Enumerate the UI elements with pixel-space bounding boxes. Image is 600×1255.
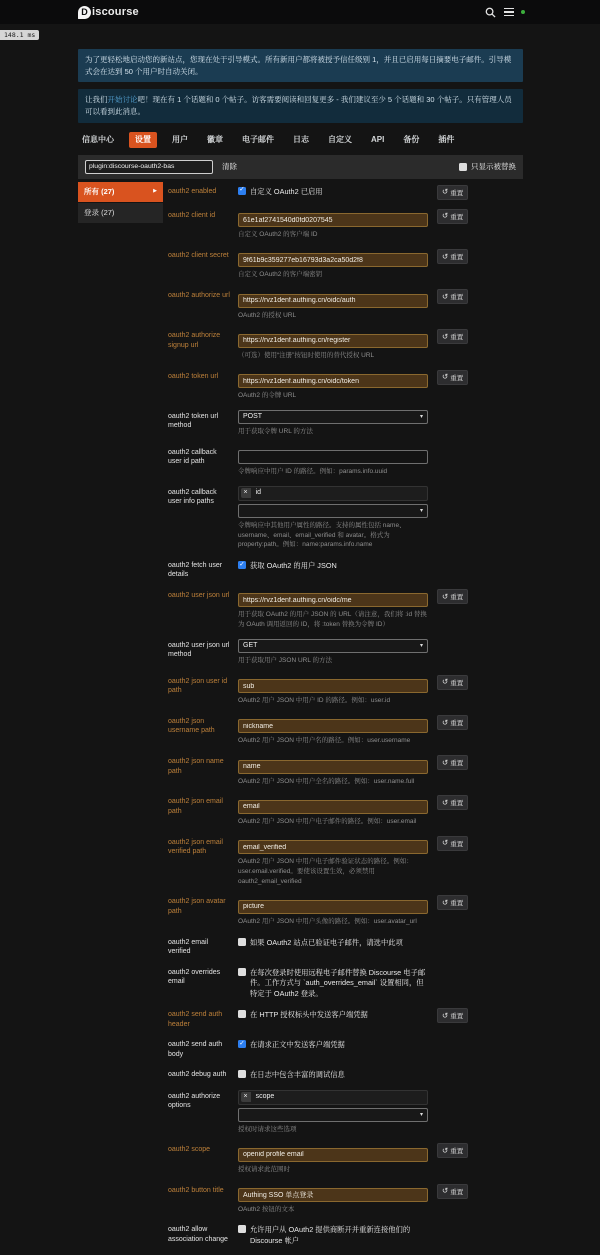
setting-row-oauth2-json-email-path [168, 795, 523, 826]
undo-icon: ↺ [442, 899, 448, 907]
setting-select-oauth2-user-json-url-method[interactable] [238, 639, 428, 653]
setting-label: oauth2 fetch user details [168, 559, 232, 580]
setting-control [238, 589, 428, 630]
setting-row-oauth2-callback-user-id-path [168, 446, 523, 477]
setting-row-oauth2-json-user-id-path [168, 675, 523, 706]
setting-label: oauth2 debug auth [168, 1068, 232, 1079]
reset-label: 重置 [450, 188, 463, 197]
chevron-down-icon: ▾ [420, 413, 423, 420]
setting-control [238, 410, 428, 437]
reset-label: 重置 [450, 1011, 463, 1020]
setting-input-oauth2-client-secret[interactable] [238, 253, 428, 267]
setting-row-oauth2-json-username-path [168, 715, 523, 746]
reset-label: 重置 [450, 292, 463, 301]
setting-label: oauth2 callback user info paths [168, 486, 232, 507]
undo-icon: ↺ [442, 839, 448, 847]
checkbox-row-oauth2-fetch-user-details[interactable] [238, 559, 428, 572]
reset-button-oauth2-authorize-signup-url[interactable] [437, 329, 468, 344]
setting-row-oauth2-json-name-path [168, 755, 523, 786]
setting-control [238, 1008, 428, 1021]
reset-button-oauth2-json-username-path[interactable] [437, 715, 468, 730]
setting-label: oauth2 json username path [168, 715, 232, 736]
setting-row-oauth2-authorize-options [168, 1090, 523, 1135]
setting-select-oauth2-authorize-options[interactable] [238, 1108, 428, 1122]
setting-input-oauth2-callback-user-id-path[interactable] [238, 450, 428, 464]
setting-control [238, 966, 428, 1000]
setting-control [238, 1038, 428, 1051]
setting-desc: OAuth2 用户 JSON 中用户 ID 的路径。例如：user.id [238, 696, 428, 706]
setting-control [238, 1184, 428, 1215]
tab--[interactable]: 信息中心 [78, 132, 118, 148]
setting-label: oauth2 overrides email [168, 966, 232, 987]
checkbox-oauth2-debug-auth[interactable] [238, 1070, 246, 1078]
undo-icon: ↺ [442, 759, 448, 767]
setting-control [238, 755, 428, 786]
tab--[interactable]: 徽章 [203, 132, 227, 148]
checkbox-row-oauth2-send-auth-header[interactable] [238, 1008, 428, 1021]
setting-row-oauth2-enabled [168, 185, 523, 200]
only-overridden-toggle[interactable] [459, 161, 516, 172]
reset-button-oauth2-button-title[interactable] [437, 1184, 468, 1199]
select-value: POST [243, 413, 262, 420]
checkbox-oauth2-send-auth-header[interactable] [238, 1010, 246, 1018]
setting-control [238, 836, 428, 887]
checkbox-label: 在请求正文中发送客户端凭据 [250, 1040, 345, 1051]
setting-desc: 令牌响应中其他用户属性的路径。支持的属性包括 name、username、email、email_verified 和 avatar。格式为 property:path。例如：name:params.info.name [238, 521, 428, 550]
setting-label: oauth2 user json url method [168, 639, 232, 660]
setting-control [238, 1068, 428, 1081]
chevron-down-icon: ▾ [420, 507, 423, 514]
setting-row-oauth2-client-secret [168, 249, 523, 280]
reset-label: 重置 [450, 1146, 463, 1155]
setting-label: oauth2 client secret [168, 249, 232, 260]
setting-control [238, 1223, 428, 1246]
tab--[interactable]: 电子邮件 [238, 132, 278, 148]
setting-label: oauth2 json avatar path [168, 895, 232, 916]
reset-button-oauth2-scope[interactable] [437, 1143, 468, 1158]
tab--[interactable]: 设置 [129, 132, 157, 148]
checkbox-label: 允许用户从 OAuth2 提供商断开并重新连接他们的 Discourse 帐户 [250, 1225, 428, 1246]
setting-select-oauth2-callback-user-info-paths[interactable] [238, 504, 428, 518]
top-header [0, 0, 600, 24]
setting-select-oauth2-token-url-method[interactable] [238, 410, 428, 424]
discourse-logo-text: iscourse [92, 6, 139, 18]
setting-input-oauth2-json-avatar-path[interactable] [238, 900, 428, 914]
setting-label: oauth2 enabled [168, 185, 232, 196]
reset-label: 重置 [450, 798, 463, 807]
setting-label: oauth2 client id [168, 209, 232, 220]
checkbox-row-oauth2-overrides-email[interactable] [238, 966, 428, 1000]
checkbox-oauth2-allow-association-change[interactable] [238, 1225, 246, 1233]
reset-label: 重置 [450, 898, 463, 907]
undo-icon: ↺ [442, 293, 448, 301]
checkbox-row-oauth2-send-auth-body[interactable] [238, 1038, 428, 1051]
reset-label: 重置 [450, 592, 463, 601]
checkbox-label: 在 HTTP 授权标头中发送客户端凭据 [250, 1010, 368, 1021]
setting-input-oauth2-json-name-path[interactable] [238, 760, 428, 774]
checkbox-oauth2-email-verified[interactable] [238, 938, 246, 946]
setting-row-oauth2-allow-association-change [168, 1223, 523, 1246]
checkbox-oauth2-enabled[interactable]: ✓ [238, 187, 246, 195]
discourse-logo[interactable] [78, 6, 139, 19]
sidebar-item--27-[interactable] [78, 203, 163, 224]
setting-input-oauth2-json-user-id-path[interactable] [238, 679, 428, 693]
setting-label: oauth2 callback user id path [168, 446, 232, 467]
start-discussion-banner [78, 89, 523, 122]
setting-label: oauth2 allow association change [168, 1223, 232, 1244]
tag-label: scope [251, 1092, 280, 1102]
undo-icon: ↺ [442, 253, 448, 261]
setting-row-oauth2-authorize-signup-url [168, 329, 523, 360]
undo-icon: ↺ [442, 1187, 448, 1195]
setting-control [238, 936, 428, 949]
tab--[interactable]: 用户 [168, 132, 192, 148]
checkbox-oauth2-overrides-email[interactable] [238, 968, 246, 976]
reset-button-oauth2-user-json-url[interactable] [437, 589, 468, 604]
setting-row-oauth2-send-auth-header [168, 1008, 523, 1029]
setting-desc: OAuth2 用户 JSON 中用户电子邮件验证状态的路径。例如：user.email.verified。要使该设置生效，必须禁用 oauth2_email_verified [238, 857, 428, 886]
reset-button-oauth2-json-user-id-path[interactable] [437, 675, 468, 690]
tab--[interactable]: 自定义 [324, 132, 356, 148]
sidebar-item-label: 所有 (27) [84, 186, 114, 197]
checkbox-label: 在日志中包含丰富的调试信息 [250, 1070, 345, 1081]
setting-input-oauth2-authorize-signup-url[interactable] [238, 334, 428, 348]
setting-control [238, 1143, 428, 1174]
setting-input-oauth2-scope[interactable] [238, 1148, 428, 1162]
undo-icon: ↺ [442, 188, 448, 196]
setting-input-oauth2-authorize-url[interactable] [238, 294, 428, 308]
undo-icon: ↺ [442, 1012, 448, 1020]
setting-desc: 自定义 OAuth2 的客户端密钥 [238, 270, 428, 280]
setting-desc: OAuth2 用户 JSON 中用户全名的路径。例如：user.name.full [238, 777, 428, 787]
checkbox-oauth2-send-auth-body[interactable]: ✓ [238, 1040, 246, 1048]
setting-label: oauth2 button title [168, 1184, 232, 1195]
setting-label: oauth2 send auth header [168, 1008, 232, 1029]
setting-label: oauth2 authorize signup url [168, 329, 232, 350]
undo-icon: ↺ [442, 333, 448, 341]
setting-row-oauth2-authorize-url [168, 289, 523, 320]
setting-row-oauth2-overrides-email [168, 966, 523, 1000]
notification-dot [520, 9, 526, 15]
setting-desc: 用于获取用户 JSON URL 的方法 [238, 656, 428, 666]
setting-row-oauth2-send-auth-body [168, 1038, 523, 1059]
search-icon[interactable] [485, 7, 496, 18]
setting-label: oauth2 scope [168, 1143, 232, 1154]
setting-input-oauth2-client-id[interactable] [238, 213, 428, 227]
setting-input-oauth2-user-json-url[interactable] [238, 593, 428, 607]
reset-label: 重置 [450, 1187, 463, 1196]
setting-row-oauth2-scope [168, 1143, 523, 1174]
reset-label: 重置 [450, 252, 463, 261]
reset-button-oauth2-json-name-path[interactable] [437, 755, 468, 770]
setting-input-oauth2-token-url[interactable] [238, 374, 428, 388]
checkbox-row-oauth2-allow-association-change[interactable] [238, 1223, 428, 1246]
setting-input-oauth2-json-username-path[interactable] [238, 719, 428, 733]
tag-label: id [251, 488, 266, 498]
setting-label: oauth2 token url method [168, 410, 232, 431]
bootstrap-mode-banner: 为了更轻松地启动您的新站点，您现在处于引导模式。所有新用户都将被授予信任级别 1，并且已启用每日摘要电子邮件。引导模式会在达到 50 个用户时自动关闭。 [78, 49, 523, 82]
undo-icon: ↺ [442, 593, 448, 601]
setting-desc: （可选）使用“注册”按钮时使用的替代授权 URL [238, 351, 428, 361]
setting-control [238, 795, 428, 826]
setting-row-oauth2-user-json-url [168, 589, 523, 630]
setting-row-oauth2-fetch-user-details [168, 559, 523, 580]
reset-label: 重置 [450, 718, 463, 727]
setting-label: oauth2 user json url [168, 589, 232, 600]
checkbox-row-oauth2-email-verified[interactable] [238, 936, 428, 949]
setting-control [238, 329, 428, 360]
setting-desc: 用于获取令牌 URL 的方法 [238, 427, 428, 437]
tab-api[interactable]: API [367, 133, 388, 147]
setting-row-oauth2-email-verified [168, 936, 523, 957]
setting-label: oauth2 email verified [168, 936, 232, 957]
chevron-right-icon: ▶ [153, 189, 157, 194]
setting-control [238, 370, 428, 401]
checkbox-label: 自定义 OAuth2 已启用 [250, 187, 323, 198]
setting-input-oauth2-json-email-verified-path[interactable] [238, 840, 428, 854]
settings-category-sidebar [78, 182, 163, 1255]
remove-tag-icon[interactable]: × [241, 488, 251, 498]
perf-badge: 148.1 ms [0, 30, 39, 40]
undo-icon: ↺ [442, 719, 448, 727]
reset-label: 重置 [450, 839, 463, 848]
tag-id [241, 488, 267, 498]
reset-button-oauth2-client-id[interactable] [437, 209, 468, 224]
setting-desc: OAuth2 的授权 URL [238, 311, 428, 321]
banner-text-pre: 让我们 [85, 95, 108, 104]
setting-label: oauth2 json name path [168, 755, 232, 776]
reset-button-oauth2-token-url[interactable] [437, 370, 468, 385]
tab--[interactable]: 日志 [289, 132, 313, 148]
banner-text-post: 吧！现在有 1 个话题和 0 个帖子。访客需要阅读和回复更多 - 我们建议至少 5 个话题和 30 个帖子。只有管理人员可以看到此消息。 [85, 95, 512, 116]
reset-label: 重置 [450, 758, 463, 767]
checkbox-label: 在每次登录时使用远程电子邮件替换 Discourse 电子邮件。工作方式与 `auth_overrides_email` 设置相同，但特定于 OAuth2 登录。 [250, 968, 428, 1000]
setting-control [238, 675, 428, 706]
reset-label: 重置 [450, 373, 463, 382]
settings-list [168, 182, 523, 1255]
checkbox-row-oauth2-debug-auth[interactable] [238, 1068, 428, 1081]
setting-row-oauth2-token-url-method [168, 410, 523, 437]
reset-button-oauth2-client-secret[interactable] [437, 249, 468, 264]
setting-control [238, 1090, 428, 1135]
setting-control [238, 715, 428, 746]
hamburger-menu-icon[interactable] [504, 8, 514, 17]
undo-icon: ↺ [442, 373, 448, 381]
setting-control [238, 446, 428, 477]
tag-scope [241, 1092, 280, 1102]
reset-button-oauth2-send-auth-header[interactable] [437, 1008, 468, 1023]
checkbox-label: 获取 OAuth2 的用户 JSON [250, 561, 337, 572]
setting-row-oauth2-callback-user-info-paths [168, 486, 523, 550]
setting-row-oauth2-user-json-url-method [168, 639, 523, 666]
checkbox-oauth2-fetch-user-details[interactable]: ✓ [238, 561, 246, 569]
reset-button-oauth2-enabled[interactable] [437, 185, 468, 200]
setting-label: oauth2 json user id path [168, 675, 232, 696]
setting-desc: 自定义 OAuth2 的客户端 ID [238, 230, 428, 240]
setting-control [238, 559, 428, 572]
setting-row-oauth2-debug-auth [168, 1068, 523, 1081]
start-discussion-link[interactable]: 开始讨论 [108, 95, 138, 104]
setting-row-oauth2-json-email-verified-path [168, 836, 523, 887]
tab--[interactable]: 备份 [399, 132, 423, 148]
undo-icon: ↺ [442, 212, 448, 220]
discourse-logo-icon: D [78, 6, 91, 19]
setting-desc: 用于获取 OAuth2 的用户 JSON 的 URL（请注意，我们将 :id 替换为 OAuth 调用返回的 ID，将 :token 替换为令牌 ID） [238, 610, 428, 630]
reset-label: 重置 [450, 678, 463, 687]
clear-filter-button[interactable]: 清除 [222, 161, 237, 172]
chevron-down-icon: ▾ [420, 1111, 423, 1118]
setting-desc: OAuth2 的令牌 URL [238, 391, 428, 401]
settings-search-input[interactable] [85, 160, 213, 174]
undo-icon: ↺ [442, 1147, 448, 1155]
admin-nav-tabs [78, 132, 523, 148]
only-overridden-checkbox[interactable] [459, 163, 467, 171]
setting-label: oauth2 authorize options [168, 1090, 232, 1111]
setting-label: oauth2 authorize url [168, 289, 232, 300]
reset-label: 重置 [450, 212, 463, 221]
setting-control [238, 639, 428, 666]
setting-tags-oauth2-authorize-options [238, 1090, 428, 1105]
sidebar-item--27-[interactable] [78, 182, 163, 203]
checkbox-row-oauth2-enabled[interactable] [238, 185, 428, 198]
setting-desc: OAuth2 用户 JSON 中用户头像的路径。例如：user.avatar_url [238, 917, 428, 927]
setting-row-oauth2-button-title [168, 1184, 523, 1215]
undo-icon: ↺ [442, 799, 448, 807]
undo-icon: ↺ [442, 678, 448, 686]
reset-button-oauth2-json-avatar-path[interactable] [437, 895, 468, 910]
select-value: GET [243, 642, 257, 649]
setting-desc: OAuth2 用户 JSON 中用户名的路径。例如：user.username [238, 736, 428, 746]
remove-tag-icon[interactable]: × [241, 1092, 251, 1102]
reset-label: 重置 [450, 332, 463, 341]
setting-control [238, 249, 428, 280]
setting-desc: 授权请求此范围时 [238, 1165, 428, 1175]
setting-tags-oauth2-callback-user-info-paths [238, 486, 428, 501]
setting-input-oauth2-json-email-path[interactable] [238, 800, 428, 814]
setting-control [238, 289, 428, 320]
setting-label: oauth2 json email path [168, 795, 232, 816]
setting-desc: 授权时请求这些选项 [238, 1125, 428, 1135]
checkbox-label: 如果 OAuth2 站点已验证电子邮件，请选中此项 [250, 938, 403, 949]
reset-button-oauth2-authorize-url[interactable] [437, 289, 468, 304]
setting-row-oauth2-client-id [168, 209, 523, 240]
setting-control [238, 895, 428, 926]
setting-label: oauth2 json email verified path [168, 836, 232, 857]
setting-desc: OAuth2 用户 JSON 中用户电子邮件的路径。例如：user.email [238, 817, 428, 827]
setting-control [238, 486, 428, 550]
reset-button-oauth2-json-email-path[interactable] [437, 795, 468, 810]
setting-label: oauth2 send auth body [168, 1038, 232, 1059]
setting-row-oauth2-json-avatar-path [168, 895, 523, 926]
sidebar-item-label: 登录 (27) [84, 207, 114, 218]
setting-row-oauth2-token-url [168, 370, 523, 401]
settings-filter-bar [78, 155, 523, 179]
setting-control [238, 185, 428, 198]
tab--[interactable]: 插件 [434, 132, 458, 148]
setting-desc: 令牌响应中用户 ID 的路径。例如：params.info.uuid [238, 467, 428, 477]
setting-desc: OAuth2 按钮的文本 [238, 1205, 428, 1215]
setting-label: oauth2 token url [168, 370, 232, 381]
only-overridden-label: 只显示被替换 [471, 161, 516, 172]
setting-control [238, 209, 428, 240]
reset-button-oauth2-json-email-verified-path[interactable] [437, 836, 468, 851]
chevron-down-icon: ▾ [420, 642, 423, 649]
setting-input-oauth2-button-title[interactable] [238, 1188, 428, 1202]
